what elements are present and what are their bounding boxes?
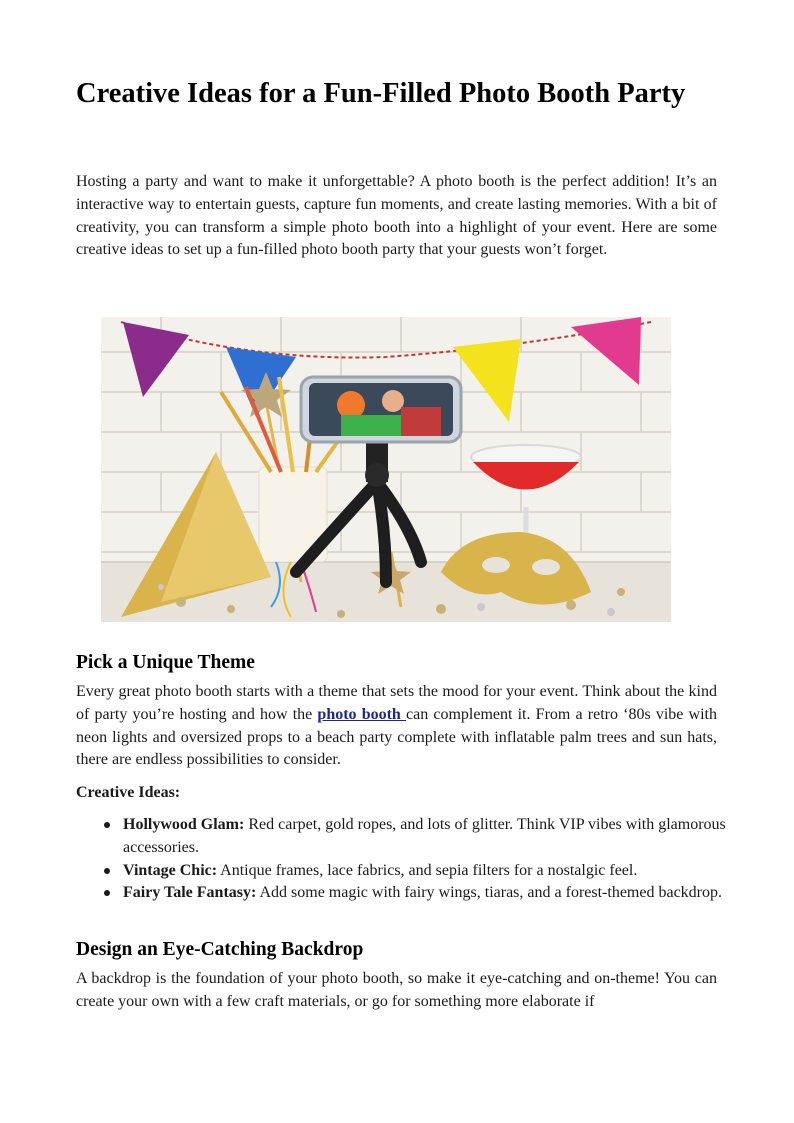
idea-name: Fairy Tale Fantasy:: [123, 884, 257, 902]
section-heading-theme: Pick a Unique Theme: [76, 652, 255, 673]
page-title: Creative Ideas for a Fun-Filled Photo Booth Party: [76, 78, 686, 109]
list-item: [123, 814, 764, 860]
photo-booth-link[interactable]: photo booth: [317, 705, 406, 723]
list-item: [123, 882, 764, 905]
intro-paragraph: Hosting a party and want to make it unforgettable? A photo booth is the perfect addition! It’s an interactive way to entertain guests, capture fun moments, and create lasting memories. With a bit of creativity, you can transform a simple photo booth into a highlight of your event. Here are some creative ideas to set up a fun-filled photo booth party that your guests won’t forget.: [76, 173, 717, 259]
idea-text: Antique frames, lace fabrics, and sepia filters for a nostalgic feel.: [217, 861, 638, 879]
list-item: [123, 860, 764, 883]
theme-paragraph-text-before: Every great photo booth starts with a theme that sets the mood for your event. Think about the kind of party you’re hosting and how the: [76, 683, 717, 723]
idea-name: Hollywood Glam:: [123, 816, 245, 833]
idea-text: Red carpet, gold ropes, and lots of glitter. Think VIP vibes with glamorous accessories.: [123, 816, 726, 856]
theme-paragraph-text-after: can complement it. From a retro ‘80s vibe with neon lights and oversized props to a beach party complete with inflatable palm trees and sun hats, there are endless possibilities to consider.: [76, 705, 718, 769]
idea-name: Vintage Chic:: [123, 861, 218, 879]
theme-paragraph: [76, 681, 717, 772]
section-heading-backdrop: Design an Eye-Catching Backdrop: [76, 939, 364, 960]
backdrop-paragraph: A backdrop is the foundation of your photo booth, so make it eye-catching and on-theme! You can create your own with a few craft materials, or go for something more elaborate if: [76, 970, 717, 1010]
creative-ideas-label: Creative Ideas:: [76, 784, 181, 801]
ideas-list: [76, 814, 764, 905]
idea-text: Add some magic with fairy wings, tiaras, and a forest-themed backdrop.: [256, 884, 722, 902]
party-photo-booth-image: [101, 317, 671, 622]
